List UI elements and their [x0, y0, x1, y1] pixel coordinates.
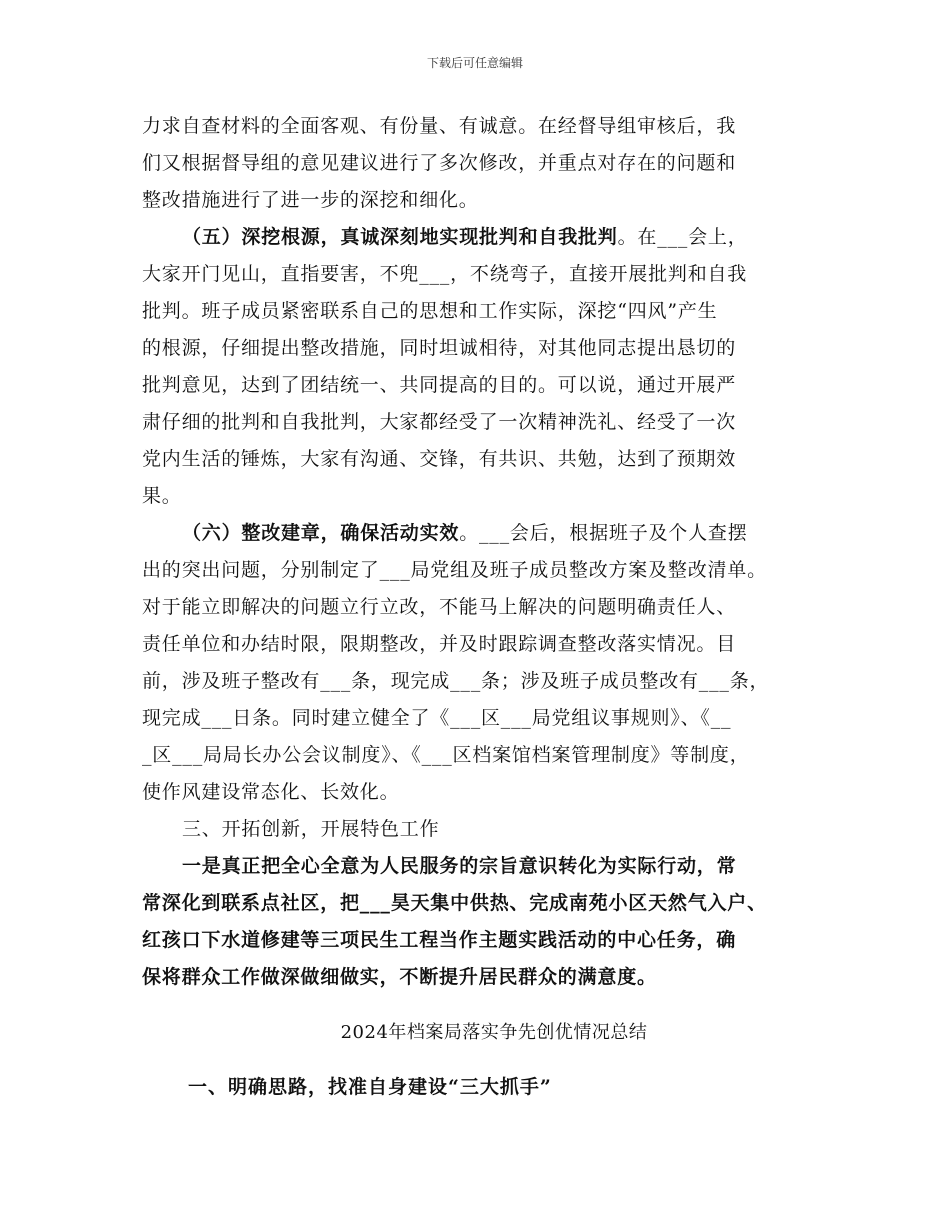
- section-heading: 三、开拓创新，开展特色工作: [182, 818, 440, 840]
- document-body: [142, 108, 814, 1106]
- text-line: 批判意见，达到了团结统一、共同提高的目的。可以说，通过开展严: [142, 374, 737, 396]
- text-line: 保将群众工作做深做细做实，不断提升居民群众的满意度。: [142, 966, 657, 988]
- text-line: 常深化到联系点社区，把___昊天集中供热、完成南苑小区天然气入户、: [142, 892, 767, 914]
- document-title: 2024年档案局落实争先创优情况总结: [340, 1022, 648, 1043]
- text-line: 批判。班子成员紧密联系自己的思想和工作实际，深挖“四风”产生: [142, 300, 718, 322]
- text-line: 对于能立即解决的问题立行立改，不能马上解决的问题明确责任人、: [142, 596, 737, 618]
- paragraph-self-check: [142, 108, 814, 219]
- text-line: 整改措施进行了进一步的深挖和细化。: [142, 189, 479, 211]
- text-line: [142, 219, 814, 256]
- text-line: 责任单位和办结时限，限期整改，并及时跟踪调查整改落实情况。目: [142, 633, 737, 655]
- paragraph-rectification: [142, 515, 814, 811]
- text-line: 的根源，仔细提出整改措施，同时坦诚相待，对其他同志提出恳切的: [142, 337, 737, 359]
- text-line: 现完成___日条。同时建立健全了《___区___局党组议事规则》、《__: [142, 707, 732, 729]
- paragraph-heading: （六）整改建章，确保活动实效: [182, 522, 460, 544]
- page-header: 下载后可任意编辑: [426, 56, 523, 70]
- text-line: 使作风建设常态化、长效化。: [142, 781, 400, 803]
- text-line: 红孩口下水道修建等三项民生工程当作主题实践活动的中心任务，确: [142, 929, 737, 951]
- text-line: 党内生活的锤炼，大家有沟通、交锋，有共识、共勉，达到了预期效: [142, 448, 737, 470]
- text-line: 大家开门见山，直指要害，不兜___，不绕弯子，直接开展批判和自我: [142, 263, 748, 285]
- paragraph-criticism: [142, 219, 814, 515]
- text-run: 。在___会上，: [617, 226, 748, 248]
- paragraph-heading: （五）深挖根源，真诚深刻地实现批判和自我批判: [182, 226, 618, 248]
- text-line: 肃仔细的批判和自我批判，大家都经受了一次精神洗礼、经受了一次: [142, 411, 737, 433]
- text-line: 们又根据督导组的意见建议进行了多次修改，并重点对存在的问题和: [142, 152, 737, 174]
- text-line: 果。: [142, 485, 182, 507]
- text-line: 一是真正把全心全意为人民服务的宗旨意识转化为实际行动，常: [182, 855, 737, 877]
- paragraph-service: [142, 848, 814, 996]
- section-heading: 一、明确思路，找准自身建设“三大抓手”: [188, 1076, 552, 1098]
- text-line: 出的突出问题，分别制定了___局党组及班子成员整改方案及整改清单。: [142, 559, 767, 581]
- text-run: 。___会后，根据班子及个人查摆: [459, 522, 748, 544]
- text-line: 力求自查材料的全面客观、有份量、有诚意。在经督导组审核后，我: [142, 115, 737, 137]
- text-line: 前，涉及班子整改有___条，现完成___条；涉及班子成员整改有___条，: [142, 670, 770, 692]
- text-line: [142, 515, 814, 552]
- text-line: _区___局局长办公会议制度》、《___区档案馆档案管理制度》等制度，: [142, 744, 750, 766]
